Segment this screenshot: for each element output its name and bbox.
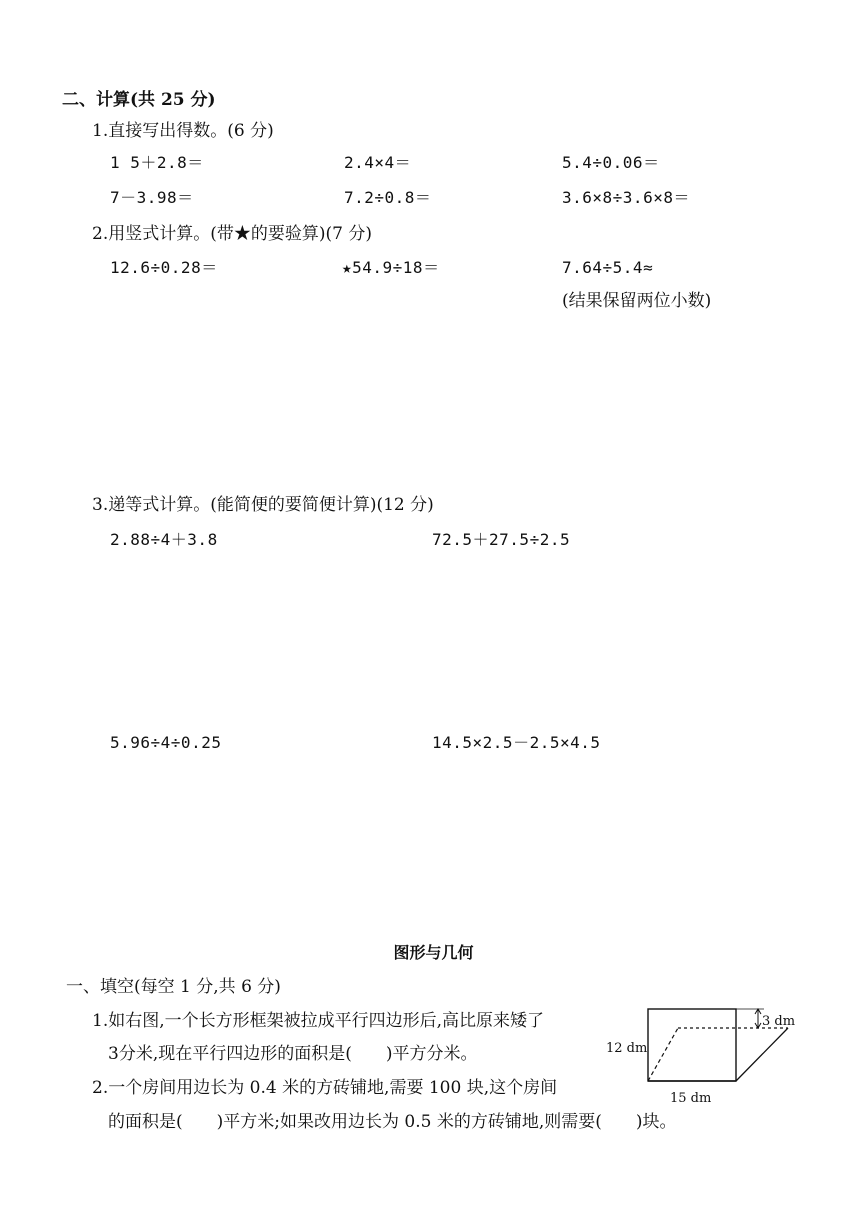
q2-title: 2.用竖式计算。(带★的要验算)(7 分) (92, 224, 372, 244)
rectangle-parallelogram-figure (598, 995, 813, 1110)
label-width: 15 dm (670, 1091, 712, 1106)
geo-q2-line2: 的面积是( )平方米;如果改用边长为 0.5 米的方砖铺地,则需要( )块。 (108, 1112, 677, 1132)
q1-item-2: 2.4×4＝ (344, 153, 412, 172)
q2-item-3: 7.64÷5.4≈ (562, 258, 654, 277)
q2-item-2: ★54.9÷18＝ (342, 258, 440, 277)
label-height: 12 dm (606, 1041, 648, 1056)
parallelogram-right-side (736, 1028, 788, 1081)
q3-title: 3.递等式计算。(能简便的要简便计算)(12 分) (92, 495, 434, 515)
q3-item-2: 72.5＋27.5÷2.5 (432, 530, 571, 549)
q2-item-1: 12.6÷0.28＝ (110, 258, 218, 277)
q1-item-6: 3.6×8÷3.6×8＝ (562, 188, 690, 207)
q1-title: 1.直接写出得数。(6 分) (92, 121, 274, 141)
geometry-heading: 一、填空(每空 1 分,共 6 分) (66, 977, 281, 997)
q1-item-5: 7.2÷0.8＝ (344, 188, 432, 207)
parallelogram-left-side (648, 1028, 678, 1081)
geo-q1-line1: 1.如右图,一个长方形框架被拉成平行四边形后,高比原来矮了 (92, 1011, 545, 1031)
q3-item-3: 5.96÷4÷0.25 (110, 733, 222, 752)
rectangle-outline (648, 1009, 736, 1081)
q2-note: (结果保留两位小数) (562, 291, 712, 311)
geometry-section-title: 图形与几何 (393, 943, 474, 962)
section-calc-heading: 二、计算(共 25 分) (62, 90, 216, 110)
q1-item-4: 7－3.98＝ (110, 188, 194, 207)
q1-item-3: 5.4÷0.06＝ (562, 153, 660, 172)
geo-q2-line1: 2.一个房间用边长为 0.4 米的方砖铺地,需要 100 块,这个房间 (92, 1078, 558, 1098)
label-drop: 3 dm (762, 1014, 796, 1029)
q3-item-4: 14.5×2.5－2.5×4.5 (432, 733, 601, 752)
q1-item-1: 1 5＋2.8＝ (110, 153, 204, 172)
q3-item-1: 2.88÷4＋3.8 (110, 530, 218, 549)
geo-q1-line2: 3分米,现在平行四边形的面积是( )平方分米。 (108, 1044, 478, 1064)
